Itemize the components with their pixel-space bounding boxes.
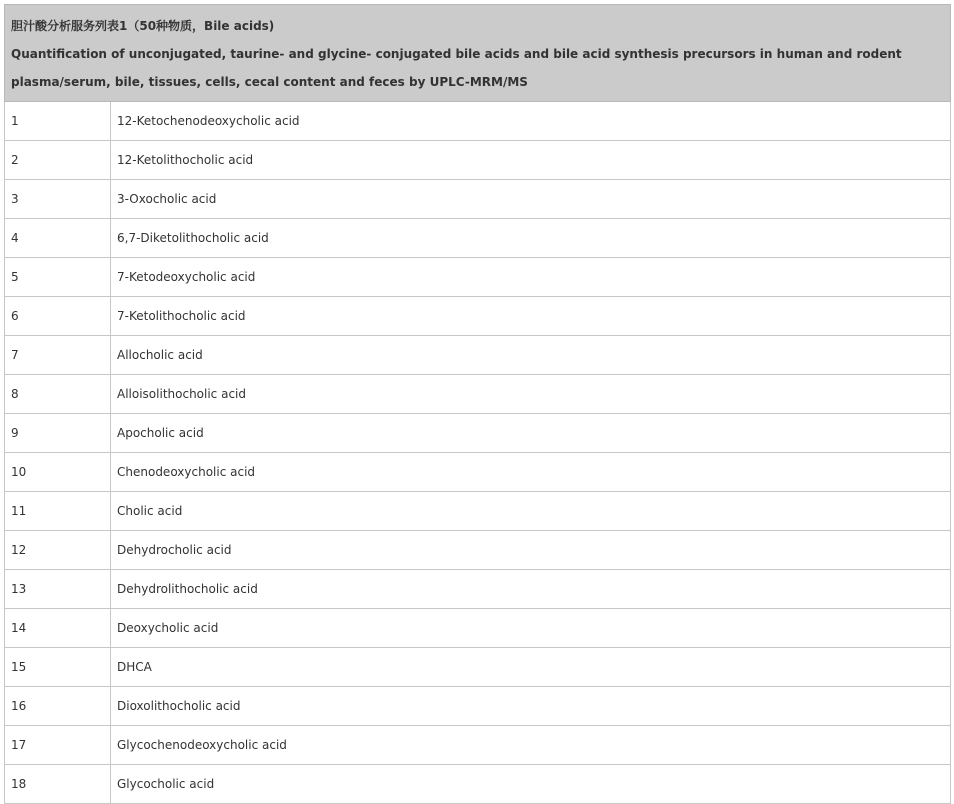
- row-compound-name-cell: Dehydrolithocholic acid: [111, 570, 951, 609]
- table-row: [5, 336, 951, 375]
- table-row: [5, 492, 951, 531]
- row-compound-name-cell: Chenodeoxycholic acid: [111, 453, 951, 492]
- table-row: [5, 219, 951, 258]
- row-index-cell: 14: [5, 609, 111, 648]
- row-index-cell: 17: [5, 726, 111, 765]
- table-row: [5, 180, 951, 219]
- row-compound-name-cell: 3-Oxocholic acid: [111, 180, 951, 219]
- table-header-row: [5, 5, 951, 102]
- bile-acid-table-container: [4, 4, 950, 804]
- row-compound-name-cell: Apocholic acid: [111, 414, 951, 453]
- table-row: [5, 687, 951, 726]
- row-compound-name-cell: 7-Ketodeoxycholic acid: [111, 258, 951, 297]
- row-index-cell: 1: [5, 102, 111, 141]
- row-compound-name-cell: 6,7-Diketolithocholic acid: [111, 219, 951, 258]
- row-compound-name-cell: Alloisolithocholic acid: [111, 375, 951, 414]
- row-index-cell: 7: [5, 336, 111, 375]
- bile-acid-table: [4, 4, 951, 804]
- table-row: [5, 531, 951, 570]
- row-compound-name-cell: DHCA: [111, 648, 951, 687]
- row-index-cell: 8: [5, 375, 111, 414]
- row-index-cell: 2: [5, 141, 111, 180]
- row-compound-name-cell: 12-Ketochenodeoxycholic acid: [111, 102, 951, 141]
- row-index-cell: 13: [5, 570, 111, 609]
- table-row: [5, 258, 951, 297]
- row-compound-name-cell: Dehydrocholic acid: [111, 531, 951, 570]
- row-compound-name-cell: 7-Ketolithocholic acid: [111, 297, 951, 336]
- table-row: [5, 375, 951, 414]
- table-row: [5, 609, 951, 648]
- row-index-cell: 18: [5, 765, 111, 804]
- table-row: [5, 141, 951, 180]
- row-index-cell: 15: [5, 648, 111, 687]
- row-index-cell: 10: [5, 453, 111, 492]
- table-header-cell: [5, 5, 951, 102]
- row-index-cell: 6: [5, 297, 111, 336]
- table-row: [5, 726, 951, 765]
- row-index-cell: 5: [5, 258, 111, 297]
- row-index-cell: 11: [5, 492, 111, 531]
- row-index-cell: 12: [5, 531, 111, 570]
- table-row: [5, 297, 951, 336]
- row-compound-name-cell: 12-Ketolithocholic acid: [111, 141, 951, 180]
- row-compound-name-cell: Deoxycholic acid: [111, 609, 951, 648]
- row-compound-name-cell: Dioxolithocholic acid: [111, 687, 951, 726]
- table-row: [5, 453, 951, 492]
- row-compound-name-cell: Glycocholic acid: [111, 765, 951, 804]
- table-row: [5, 414, 951, 453]
- table-description: Quantification of unconjugated, taurine- and glycine- conjugated bile acids and bile acid synthesis precursors in human and rodent plasma/serum, bile, tissues, cells, cecal content and feces by UPLC-MRM/MS: [11, 47, 902, 89]
- table-row: [5, 102, 951, 141]
- row-index-cell: 9: [5, 414, 111, 453]
- row-compound-name-cell: Glycochenodeoxycholic acid: [111, 726, 951, 765]
- row-index-cell: 16: [5, 687, 111, 726]
- table-row: [5, 765, 951, 804]
- row-compound-name-cell: Cholic acid: [111, 492, 951, 531]
- table-row: [5, 570, 951, 609]
- row-index-cell: 4: [5, 219, 111, 258]
- row-index-cell: 3: [5, 180, 111, 219]
- table-row: [5, 648, 951, 687]
- table-title: 胆汁酸分析服务列表1（50种物质，Bile acids): [11, 19, 275, 33]
- row-compound-name-cell: Allocholic acid: [111, 336, 951, 375]
